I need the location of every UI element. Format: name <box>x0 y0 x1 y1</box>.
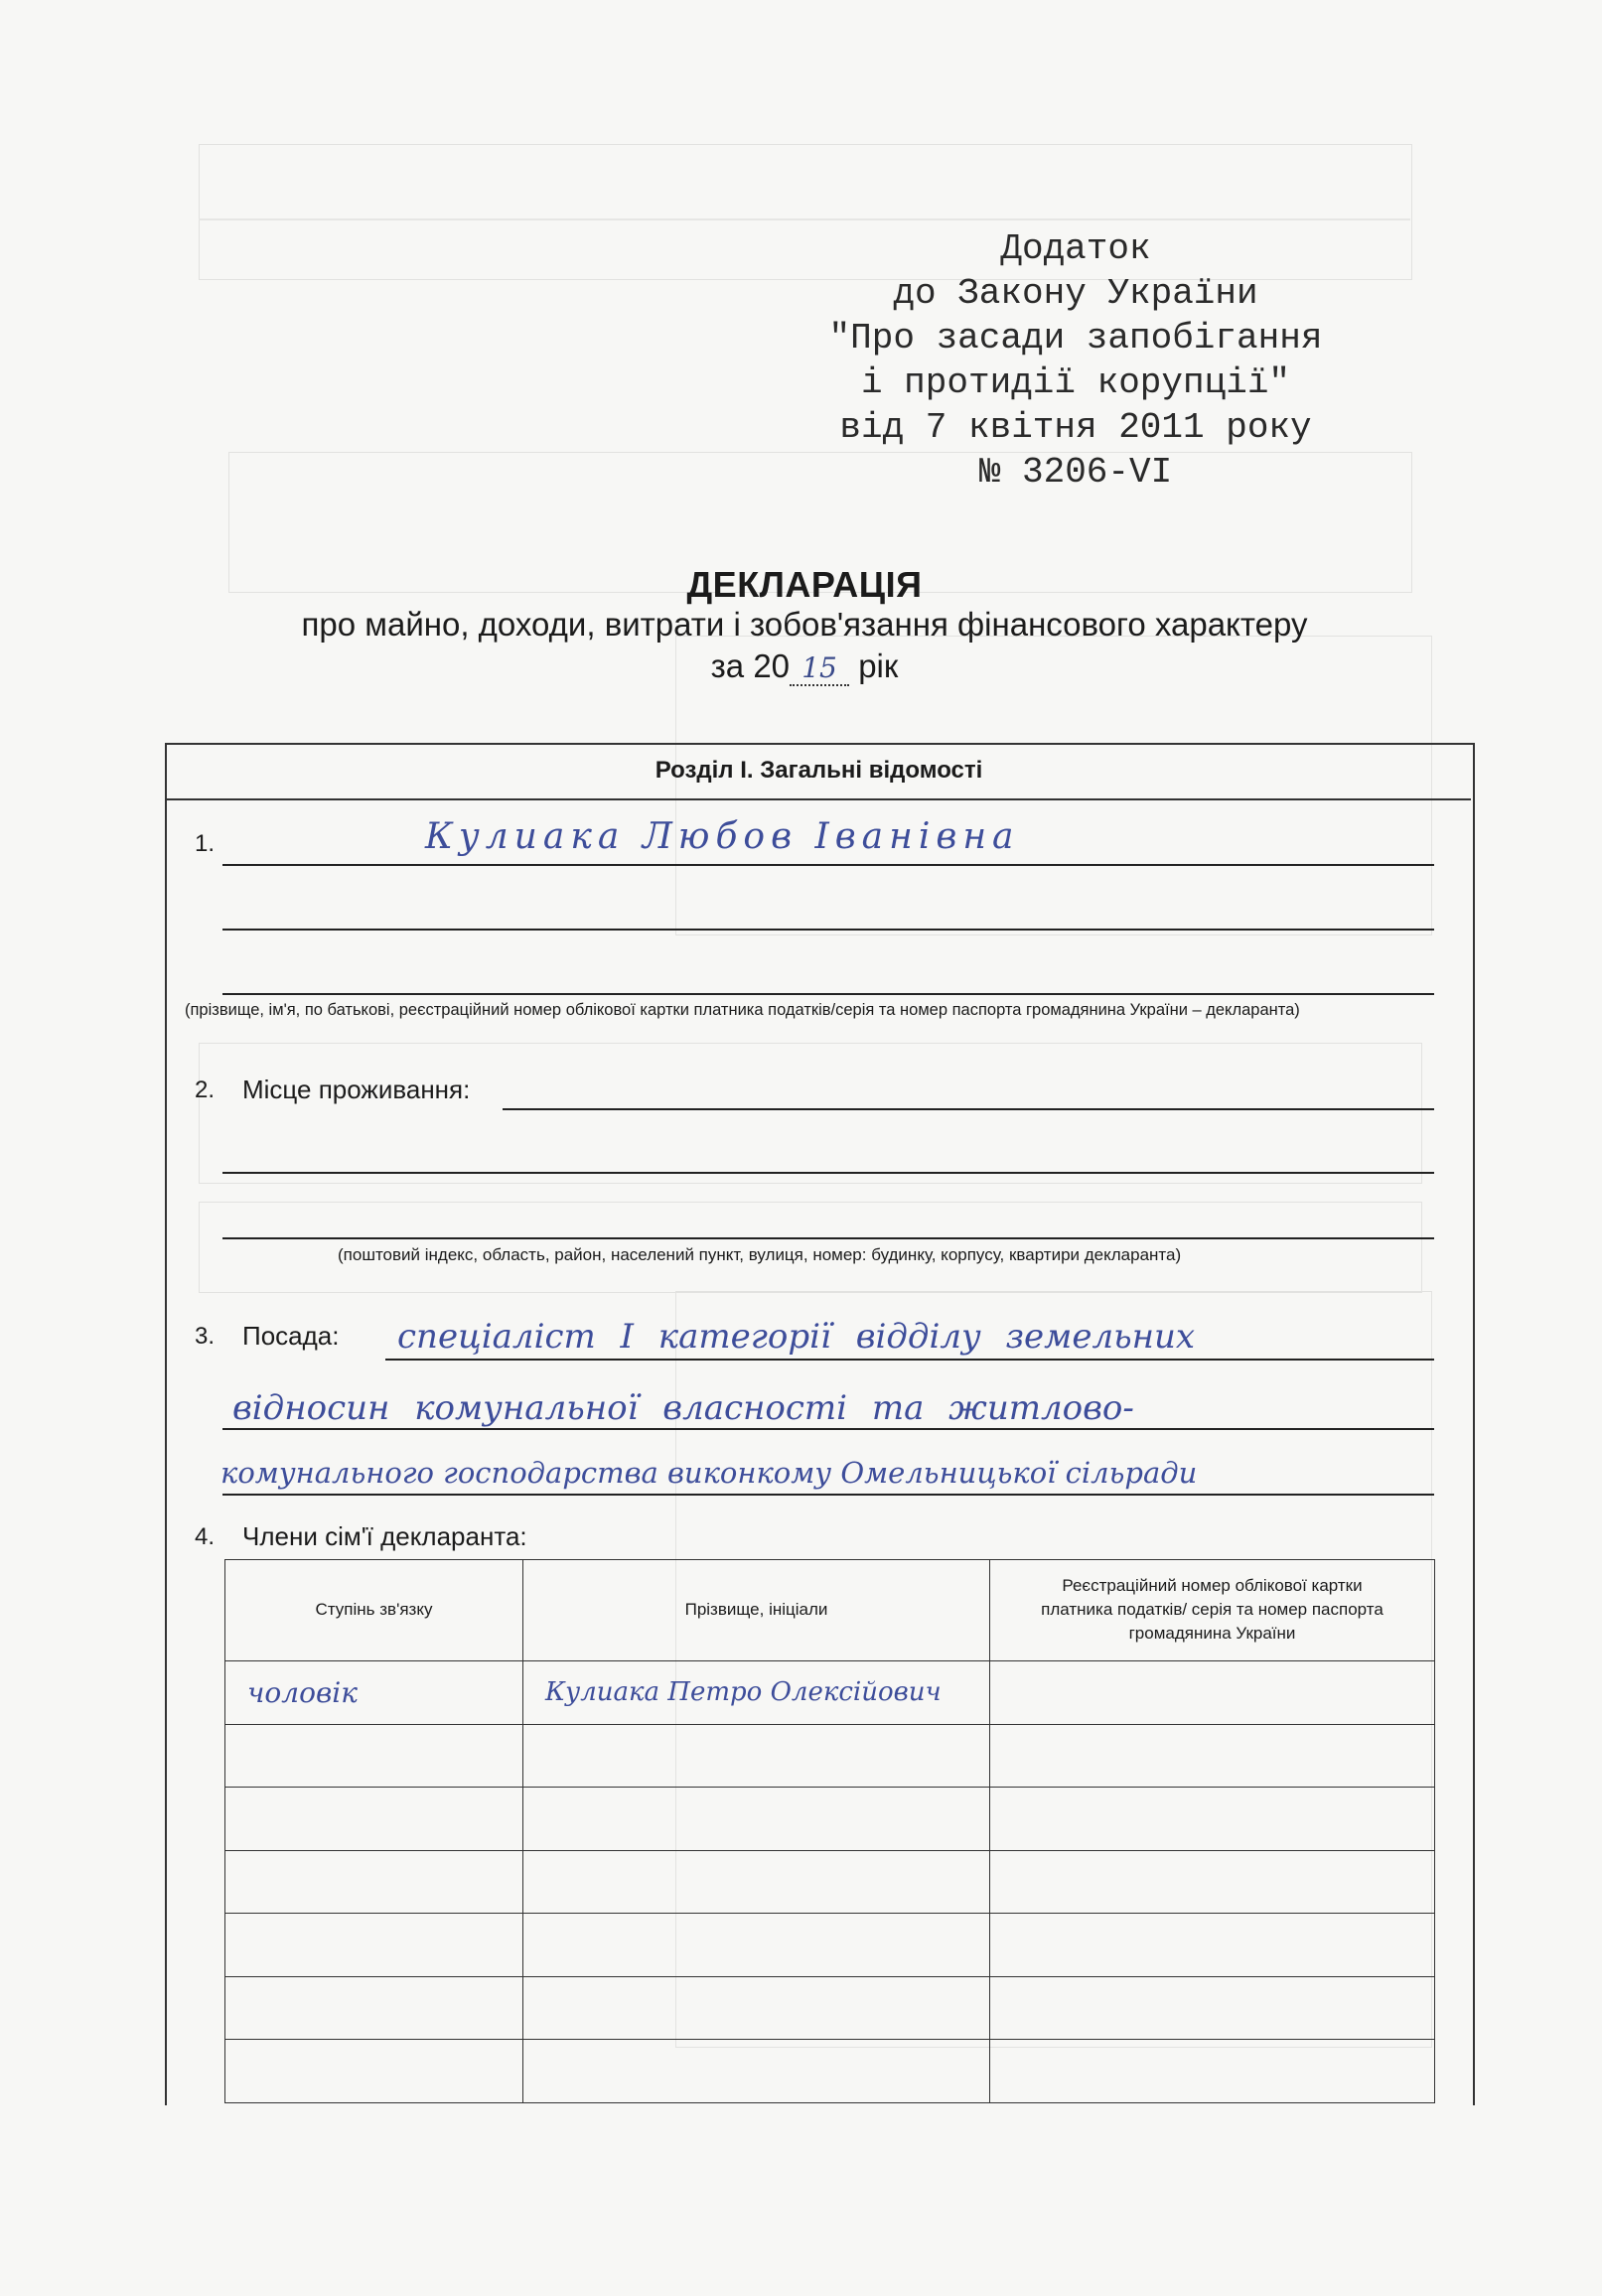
declaration-subtitle: про майно, доходи, витрати і зобов'язання фінансового характеру <box>301 606 1308 643</box>
column-header-tax-id: Реєстраційний номер облікової картки платника податків/ серія та номер паспорта громадянина України <box>990 1560 1435 1661</box>
column-header-relation: Ступінь зв'язку <box>225 1560 523 1661</box>
name-cell[interactable] <box>523 1914 990 1977</box>
item-1-hint: (прізвище, ім'я, по батькові, реєстраційний номер облікової картки платника податків/серія та номер паспорта громадянина України – декларанта) <box>185 1001 1300 1019</box>
tax-id-cell[interactable] <box>990 1850 1435 1914</box>
name-cell[interactable] <box>523 1976 990 2040</box>
relation-cell[interactable] <box>225 1724 523 1788</box>
item-4-number: 4. <box>195 1523 216 1550</box>
tax-id-cell[interactable] <box>990 1788 1435 1851</box>
year-prefix: за 20 <box>710 647 791 684</box>
declarant-name-handwritten[interactable]: Кулиака Любов Іванівна <box>425 816 1020 857</box>
table-row <box>225 1724 1435 1788</box>
addendum-line: до Закону України <box>893 273 1258 314</box>
item-2-hint: (поштовий індекс, область, район, населений пункт, вулиця, номер: будинку, корпусу, квартири декларанта) <box>338 1245 1182 1264</box>
residence-label: Місце проживання: <box>242 1075 471 1104</box>
family-table-header <box>225 1560 1435 1661</box>
family-members-label: Члени сім'ї декларанта: <box>242 1521 527 1551</box>
table-row <box>225 2040 1435 2103</box>
position-handwritten-line[interactable]: комунального господарства виконкому Омельницької сільради <box>220 1456 1198 1490</box>
year-handwritten-field[interactable]: 15 <box>790 651 849 686</box>
tax-id-cell[interactable] <box>990 1724 1435 1788</box>
table-row <box>225 1850 1435 1914</box>
table-row <box>225 1976 1435 2040</box>
law-addendum-reference <box>728 226 1423 495</box>
relation-cell[interactable] <box>225 1850 523 1914</box>
declaration-title: ДЕКЛАРАЦІЯ <box>686 564 923 605</box>
residence-field-line[interactable] <box>503 1108 1434 1110</box>
tax-id-cell[interactable] <box>990 1976 1435 2040</box>
item-1-number: 1. <box>195 830 216 857</box>
relation-cell[interactable] <box>225 1914 523 1977</box>
addendum-line: від 7 квітня 2011 року <box>839 407 1312 448</box>
tax-id-cell[interactable] <box>990 2040 1435 2103</box>
relation-cell[interactable] <box>225 1788 523 1851</box>
relation-cell[interactable] <box>225 2040 523 2103</box>
residence-field-line[interactable] <box>222 1172 1434 1174</box>
name-cell[interactable] <box>523 1724 990 1788</box>
year-suffix: рік <box>858 647 899 684</box>
item-1-line <box>222 993 1434 995</box>
item-2-number: 2. <box>195 1076 216 1103</box>
table-row <box>225 1788 1435 1851</box>
addendum-line: Додаток <box>1000 228 1151 269</box>
position-field-line <box>222 1494 1434 1496</box>
addendum-line: "Про засади запобігання <box>828 318 1323 359</box>
tax-id-cell[interactable] <box>990 1660 1435 1724</box>
item-1-line <box>222 929 1434 931</box>
item-3-number: 3. <box>195 1323 216 1350</box>
declaration-year-line <box>159 647 1450 686</box>
addendum-line: і протидії корупції" <box>860 362 1291 403</box>
column-header-name: Прізвище, ініціали <box>523 1560 990 1661</box>
section-title: Розділ І. Загальні відомості <box>167 743 1471 800</box>
position-handwritten-line[interactable]: спеціаліст І категорії відділу земельних <box>397 1317 1196 1357</box>
table-row <box>225 1914 1435 1977</box>
position-handwritten-line[interactable]: відносин комунальної власності та житлово- <box>232 1388 1134 1428</box>
name-cell[interactable] <box>523 1850 990 1914</box>
tax-id-cell[interactable] <box>990 1914 1435 1977</box>
name-cell[interactable] <box>523 1788 990 1851</box>
relation-cell[interactable] <box>225 1976 523 2040</box>
bleed-through-line <box>199 218 1410 220</box>
name-cell[interactable] <box>523 2040 990 2103</box>
residence-field-line[interactable] <box>222 1237 1434 1239</box>
position-field-line <box>222 1428 1434 1430</box>
relation-cell[interactable]: чоловік <box>225 1660 523 1724</box>
name-cell[interactable]: Кулиака Петро Олексійович <box>523 1660 990 1724</box>
item-1-line <box>222 864 1434 866</box>
position-label: Посада: <box>242 1321 340 1351</box>
position-field-line <box>385 1359 1434 1361</box>
family-members-table <box>224 1559 1435 2103</box>
addendum-line: № 3206-VI <box>978 452 1173 493</box>
table-row <box>225 1660 1435 1724</box>
